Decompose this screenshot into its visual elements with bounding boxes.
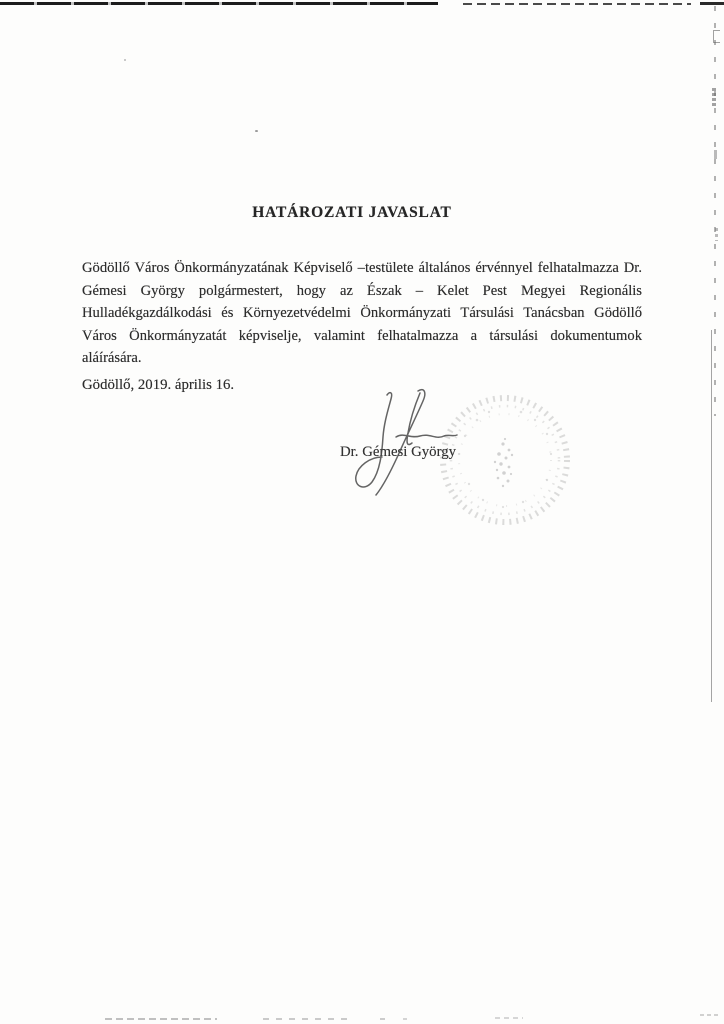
scan-artifact-bottom-dashes xyxy=(263,1018,349,1020)
date-line: Gödöllő, 2019. április 16. xyxy=(82,377,235,393)
scan-speck xyxy=(255,130,258,132)
signatory-name: Dr. Gémesi György xyxy=(340,444,457,460)
handwritten-signature-icon xyxy=(330,383,480,513)
paragraph-line: Hulladékgazdálkodási és Környezetvédelmi Önkormányzati Társulási Tanácsban Gödöllő xyxy=(82,305,642,322)
scan-artifact-top-corner xyxy=(700,2,724,5)
paragraph-line: aláírására. xyxy=(82,350,142,367)
scan-speck xyxy=(380,1018,385,1020)
paragraph-line: Város Önkormányzatát képviselje, valamint felhatalmazza a társulási dokumentumok xyxy=(82,327,642,344)
scan-artifact-bottom-dashes xyxy=(700,1014,720,1016)
scan-artifact-mark xyxy=(713,30,720,43)
scan-speck xyxy=(124,59,126,61)
paragraph-line: Gémesi György polgármestert, hogy az Észak – Kelet Pest Megyei Regionális xyxy=(82,282,642,299)
scan-artifact-right-dashes xyxy=(714,6,716,416)
scan-artifact-top-line xyxy=(0,2,438,5)
scan-artifact-top-dashes xyxy=(463,3,691,5)
scan-speck xyxy=(403,1018,407,1020)
resolution-paragraph xyxy=(82,257,642,370)
scan-artifact-bottom-dashes xyxy=(105,1018,217,1020)
document-title: HATÁROZATI JAVASLAT xyxy=(252,204,452,221)
scan-artifact-mark xyxy=(712,88,716,106)
scan-artifact-mark xyxy=(714,150,717,159)
scan-artifact-right-line xyxy=(711,330,712,702)
scan-artifact-mark xyxy=(715,228,718,241)
scan-artifact-bottom-dashes xyxy=(495,1017,523,1019)
paragraph-line: Gödöllő Város Önkormányzatának Képviselő –testülete általános érvénnyel felhatalmazza Dr. xyxy=(82,260,642,276)
